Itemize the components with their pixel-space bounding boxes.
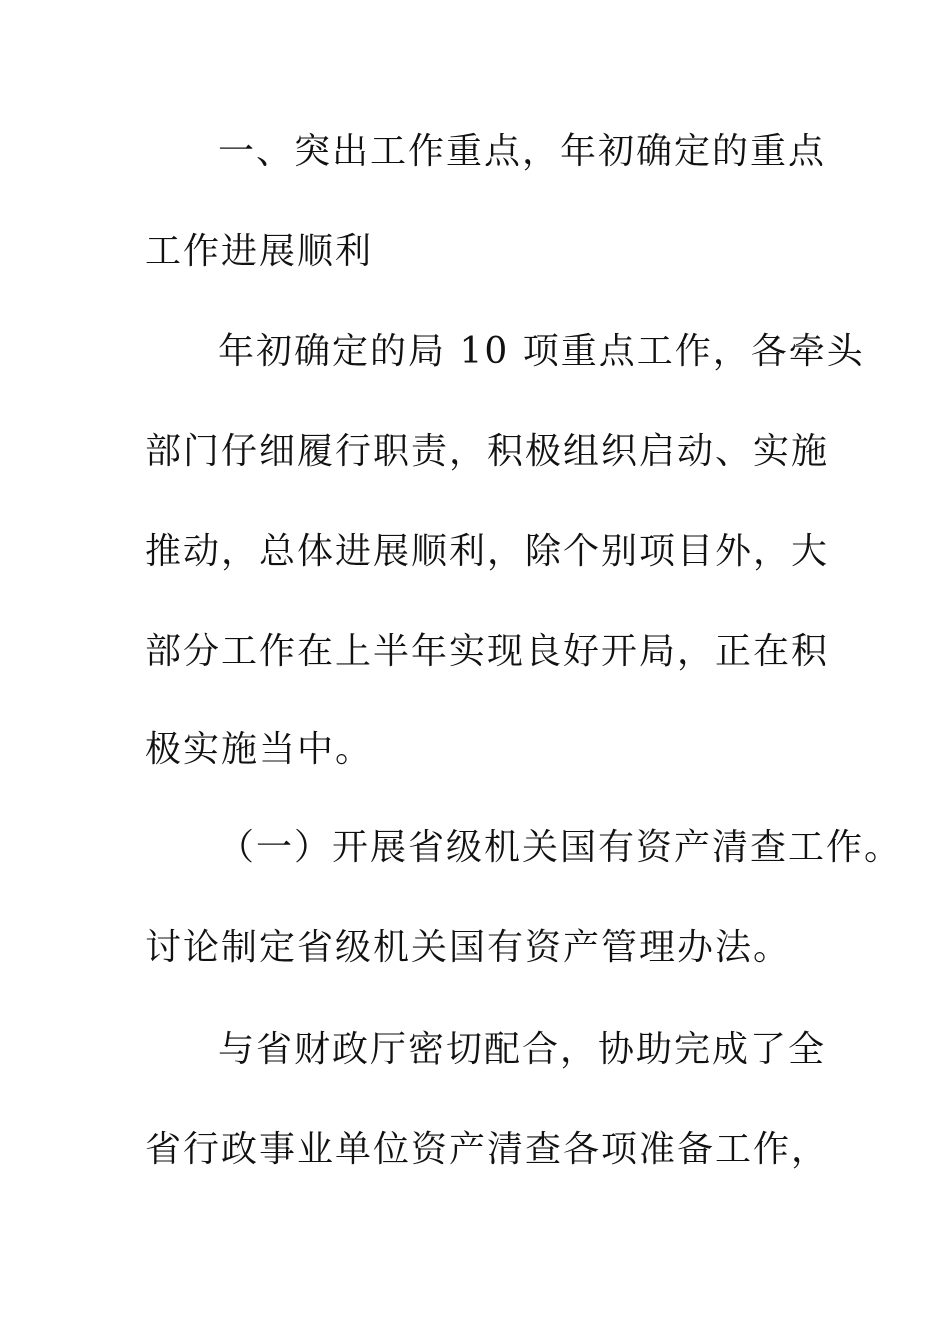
section-heading-line-1: 一、突出工作重点，年初确定的重点 xyxy=(218,131,827,172)
body-paragraph-line: 省行政事业单位资产清查各项准备工作， xyxy=(145,1129,830,1170)
body-paragraph-line: 极实施当中。 xyxy=(145,729,374,770)
body-paragraph-line: 年初确定的局 10 项重点工作，各牵头 xyxy=(218,331,865,372)
section-heading-line-2: 工作进展顺利 xyxy=(145,231,374,272)
body-paragraph-line: 部门仔细履行职责，积极组织启动、实施 xyxy=(145,431,830,472)
body-paragraph-line: 讨论制定省级机关国有资产管理办法。 xyxy=(145,927,792,968)
subsection-heading-line: （一）开展省级机关国有资产清查工作。 xyxy=(218,827,903,868)
body-paragraph-line: 部分工作在上半年实现良好开局，正在积 xyxy=(145,631,830,672)
body-paragraph-line: 与省财政厅密切配合，协助完成了全 xyxy=(218,1029,827,1070)
body-paragraph-line: 推动，总体进展顺利，除个别项目外，大 xyxy=(145,531,830,572)
